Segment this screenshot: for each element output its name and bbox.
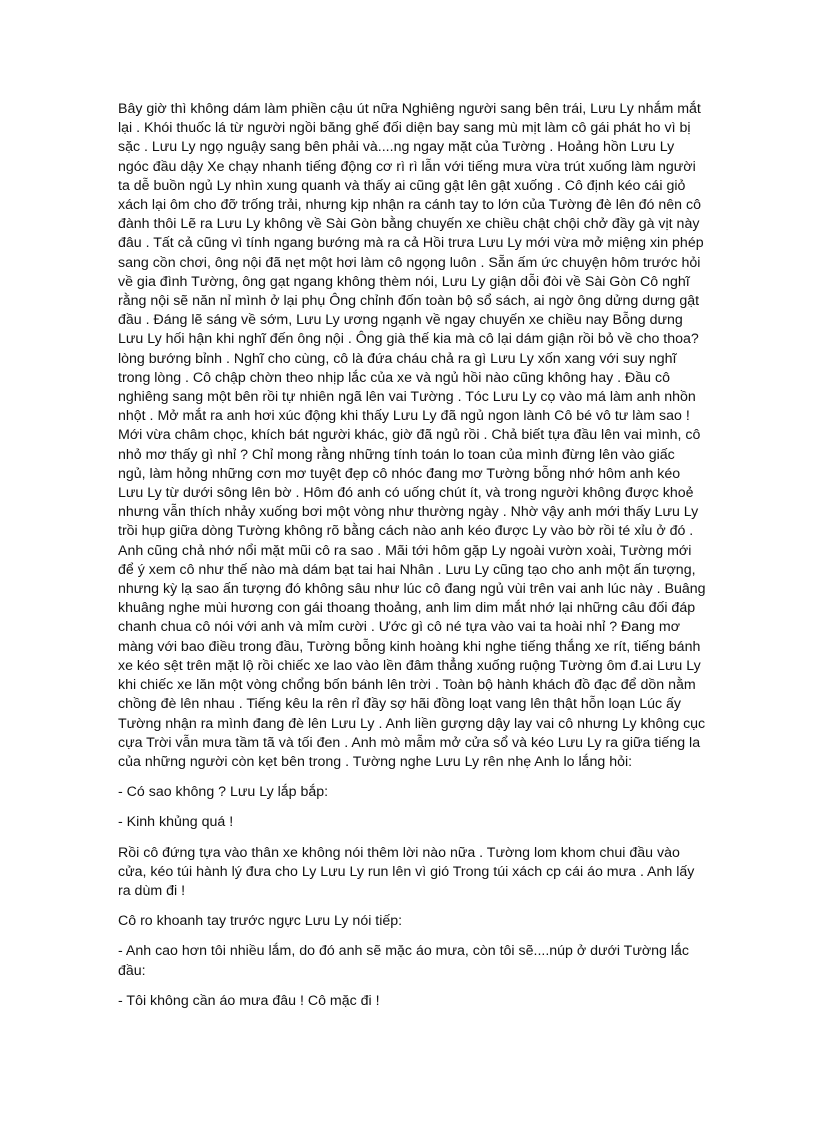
paragraph-dialogue-2: - Kinh khủng quá ! <box>118 814 234 831</box>
paragraph-dialogue-4: - Tôi không cần áo mưa đâu ! Cô mặc đi ! <box>118 992 380 1009</box>
paragraph-narration-1: Rồi cô đứng tựa vào thân xe không nói thêm lời nào nữa . Tường lom khom chui đầu vào cửa, kéo túi hành lý đưa cho Ly Lưu Ly run lên vì gió Trong túi xách cp cái áo mưa . Anh lấy ra dùm đi ! <box>118 844 695 899</box>
paragraph-narration-2: Cô ro khoanh tay trước ngực Lưu Ly nói tiếp: <box>118 913 403 930</box>
paragraph-story-main: Bây giờ thì không dám làm phiền cậu út nữa Nghiêng người sang bên trái, Lưu Ly nhắm mắt lại . Khói thuốc lá từ người ngồi băng ghế đối diện bay sang mù mịt làm cô gái phát ho vì bị sặc . Lưu Ly ngọ nguậy sang bên phải và....ng ngay mặt của Tường . Hoảng hồn Lưu Ly ngóc đầu dậy Xe chạy nhanh tiếng động cơ rì rì lẫn với tiếng mưa vừa trút xuống làm người ta dễ buồn ngủ Ly nhìn xung quanh và thấy ai cũng gật lên gật xuống . Cô định kéo cái giỏ xách lại ôm cho đỡ trống trải, nhưng kịp nhận ra cánh tay to lớn của Tường đè lên đó nên cô đành thôi Lẽ ra Lưu Ly không về Sài Gòn bằng chuyến xe chiều chật chội chở đầy gà vịt này đâu . Tất cả cũng vì tính ngang bướng mà ra cả Hồi trưa Lưu Ly mới vừa mở miệng xin phép sang cồn chơi, ông nội đã nẹt một hơi làm cô ngọng luôn . Sẵn ấm ức chuyện hôm trước hỏi về gia đình Tường, ông gạt ngang không thèm nói, Lưu Ly giận dỗi đòi về Sài Gòn Cô nghĩ rằng nội sẽ năn nỉ mình ở lại phụ Ông chỉnh đốn toàn bộ sổ sách, ai ngờ ông dửng dưng gật đầu . Đáng lẽ sáng về sớm, Lưu Ly ương ngạnh về ngay chuyến xe chiều nay Bỗng dưng Lưu Ly hối hận khi nghĩ đến ông nội . Ông già thế kia mà cô lại dám giận rồi bỏ về cho thoa? lòng bướng bỉnh . Nghĩ cho cùng, cô là đứa cháu chả ra gì Lưu Ly xốn xang với suy nghĩ trong lòng . Cô chập chờn theo nhịp lắc của xe và ngủ hồi nào cũng không hay . Đầu cô nghiêng sang một bên rồi tự nhiên ngã lên vai Tường . Tóc Lưu Ly cọ vào má làm anh nhồn nhột . Mở mắt ra anh hơi xúc động khi thấy Lưu Ly đã ngủ ngon lành Cô bé vô tư làm sao ! Mới vừa châm chọc, khích bát người khác, giờ đã ngủ rồi . Chả biết tựa đầu lên vai mình, cô nhỏ mơ thấy gì nhỉ ? Chỉ mong rằng những tính toán lo toan của mình đừng lên vào giấc ngủ, làm hỏng những cơn mơ tuyệt đẹp cô nhóc đang mơ Tường bỗng nhớ hôm anh kéo Lưu Ly từ dưới sông lên bờ . Hôm đó anh có uống chút ít, và trong người không được khoẻ nhưng vẫn thích nhảy xuống bơi một vòng như thường ngày . Nhờ vậy anh mới thấy Lưu Ly trồi hụp giữa dòng Tường không rõ bằng cách nào anh kéo được Ly vào bờ rồi té xỉu ở đó . Anh cũng chả nhớ nổi mặt mũi cô ra sao . Mãi tới hôm gặp Ly ngoài vườn xoài, Tường mới để ý xem cô như thế nào mà dám bạt tai hai Nhân . Lưu Ly cũng tạo cho anh một ấn tượng, nhưng kỳ lạ sao ấn tượng đó không sâu như lúc cô đang ngủ vùi trên vai anh lúc này . Buâng khuâng nghe mùi hương con gái thoang thoảng, anh lim dim mắt nhớ lại những câu đối đáp chanh chua cô nói với anh và mỉm cười . Ước gì cô né tựa vào vai ta hoài nhỉ ? Đang mơ màng với bao điều trong đầu, Tường bỗng kinh hoàng khi nghe tiếng thắng xe rít, tiếng bánh xe kéo sệt trên mặt lộ rồi chiếc xe lao vào lền đâm thẳng xuống ruộng Tường ôm đ.ai Lưu Ly khi chiếc xe lăn một vòng chổng bốn bánh lên trời . Toàn bộ hành khách đồ đạc để dồn nằm chồng đè lên nhau . Tiếng kêu la rên rỉ đầy sợ hãi đồng loạt vang lên thật hỗn loạn Lúc ấy Tường nhận ra mình đang đè lên Lưu Ly . Anh liền gượng dậy lay vai cô nhưng Ly không cục cựa Trời vẫn mưa tầm tã và tối đen . Anh mò mẫm mở cửa sổ và kéo Lưu Ly ra giữa tiếng la của những người còn kẹt bên trong . Tường nghe Lưu Ly rên nhẹ Anh lo lắng hỏi: <box>118 101 706 770</box>
paragraph-dialogue-1: - Có sao không ? Lưu Ly lắp bắp: <box>118 784 329 801</box>
paragraph-dialogue-3: - Anh cao hơn tôi nhiều lắm, do đó anh sẽ mặc áo mưa, còn tôi sẽ....núp ở dưới Tường lắc đầu: <box>118 943 689 979</box>
document-page <box>118 100 706 1022</box>
